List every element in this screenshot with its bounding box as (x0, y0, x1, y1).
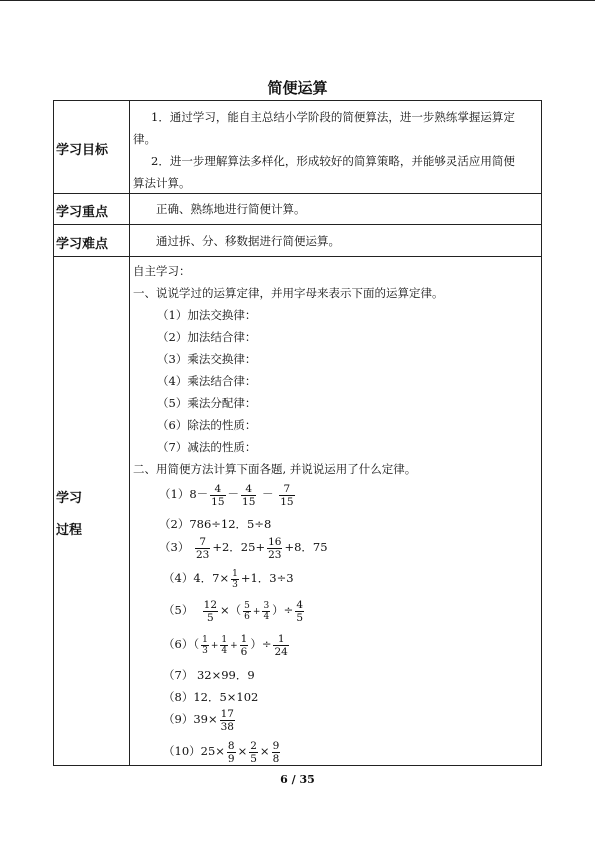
difficulty-label-cell (53, 224, 130, 257)
problem-10: （10）25× $\frac{8}{9}$ × $\frac{2}{5}$ × $\frac{9}{8}$ (163, 739, 280, 765)
question-1: 一、说说学过的运算定律，并用字母来表示下面的运算定律。 (133, 286, 444, 300)
top-rule (0, 0, 595, 1)
problem-9: （9）39× $\frac{17}{38}$ (163, 707, 234, 733)
goal-line-2: 律。 (133, 132, 156, 146)
fraction: $\frac{1}{3}$ (202, 634, 208, 656)
fraction: $\frac{1}{4}$ (221, 634, 228, 656)
fraction: $\frac{12}{5}$ (203, 598, 218, 624)
fraction: $\frac{8}{9}$ (227, 739, 235, 765)
focus-content-cell (129, 193, 542, 225)
lesson-table (53, 100, 542, 766)
focus-label: 学习重点 (56, 205, 109, 220)
law-2: （2）加法结合律： (157, 330, 257, 344)
goal-label: 学习目标 (56, 143, 109, 158)
goal-content-cell (129, 100, 542, 194)
fraction: $\frac{5}{6}$ (244, 600, 250, 622)
difficulty-label: 学习难点 (56, 237, 109, 252)
page-title: 简便运算 (267, 79, 328, 97)
fraction: $\frac{3}{4}$ (263, 600, 270, 622)
fraction: $\frac{4}{15}$ (242, 482, 256, 508)
law-1: （1）加法交换律： (157, 308, 257, 322)
fraction: $\frac{2}{5}$ (250, 739, 257, 765)
problem-2: （2）786÷12．5÷8 (159, 517, 272, 531)
fraction: $\frac{7}{23}$ (195, 535, 210, 561)
fraction: $\frac{16}{23}$ (268, 535, 282, 561)
process-label-cell (53, 256, 130, 766)
problem-1: （1）8－ $\frac{4}{15}$ － $\frac{4}{15}$ － $\frac{7}{15}$ (159, 482, 294, 508)
law-5: （5）乘法分配律： (157, 396, 257, 410)
fraction: $\frac{1}{24}$ (274, 632, 288, 658)
process-content-cell (129, 256, 542, 766)
process-label-1: 学习 (56, 491, 83, 506)
problem-8: （8）12．5×102 (163, 690, 259, 704)
law-6: （6）除法的性质： (157, 418, 257, 432)
focus-text: 正确、熟练地进行简便计算。 (156, 202, 306, 216)
intro-text: 自主学习： (133, 264, 191, 278)
question-2: 二、用简便方法计算下面各题, 并说说运用了什么定律。 (133, 462, 417, 476)
fraction: $\frac{9}{8}$ (272, 739, 280, 765)
law-4: （4）乘法结合律： (157, 374, 257, 388)
fraction: $\frac{7}{15}$ (280, 482, 294, 508)
goal-line-3: 2．进一步理解算法多样化，形成较好的简算策略，并能够灵活应用简便 (151, 154, 515, 168)
goal-label-cell (53, 100, 130, 194)
fraction: $\frac{17}{38}$ (220, 707, 234, 733)
problem-6: （6）（ $\frac{1}{3}$ + $\frac{1}{4}$ + $\frac{1}{6}$ ）÷ $\frac{1}{24}$ (163, 632, 288, 658)
fraction: $\frac{4}{5}$ (296, 598, 303, 624)
problem-7: （7） 32×99．9 (163, 668, 255, 682)
law-3: （3）乘法交换律： (157, 352, 257, 366)
fraction: $\frac{1}{3}$ (232, 568, 238, 590)
goal-line-1: 1．通过学习，能自主总结小学阶段的简便算法，进一步熟练掌握运算定 (151, 110, 515, 124)
difficulty-text: 通过拆、分、移数据进行简便运算。 (156, 234, 340, 248)
goal-line-4: 算法计算。 (133, 176, 191, 190)
problem-4: （4）4．7× $\frac{1}{3}$ +1．3÷3 (163, 568, 294, 590)
law-7: （7）减法的性质： (157, 440, 257, 454)
difficulty-content-cell (129, 224, 542, 257)
problem-5: （5） $\frac{12}{5}$ ×（ $\frac{5}{6}$ + $\frac{3}{4}$ ）÷ $\frac{4}{5}$ (163, 598, 303, 624)
fraction: $\frac{1}{6}$ (240, 632, 248, 658)
focus-label-cell (53, 193, 130, 225)
page-number: 6 / 35 (280, 773, 315, 786)
problem-3: （3） $\frac{7}{23}$ +2．25+ $\frac{16}{23}$ +8．75 (159, 535, 328, 561)
process-label-2: 过程 (56, 523, 83, 538)
fraction: $\frac{4}{15}$ (211, 482, 225, 508)
